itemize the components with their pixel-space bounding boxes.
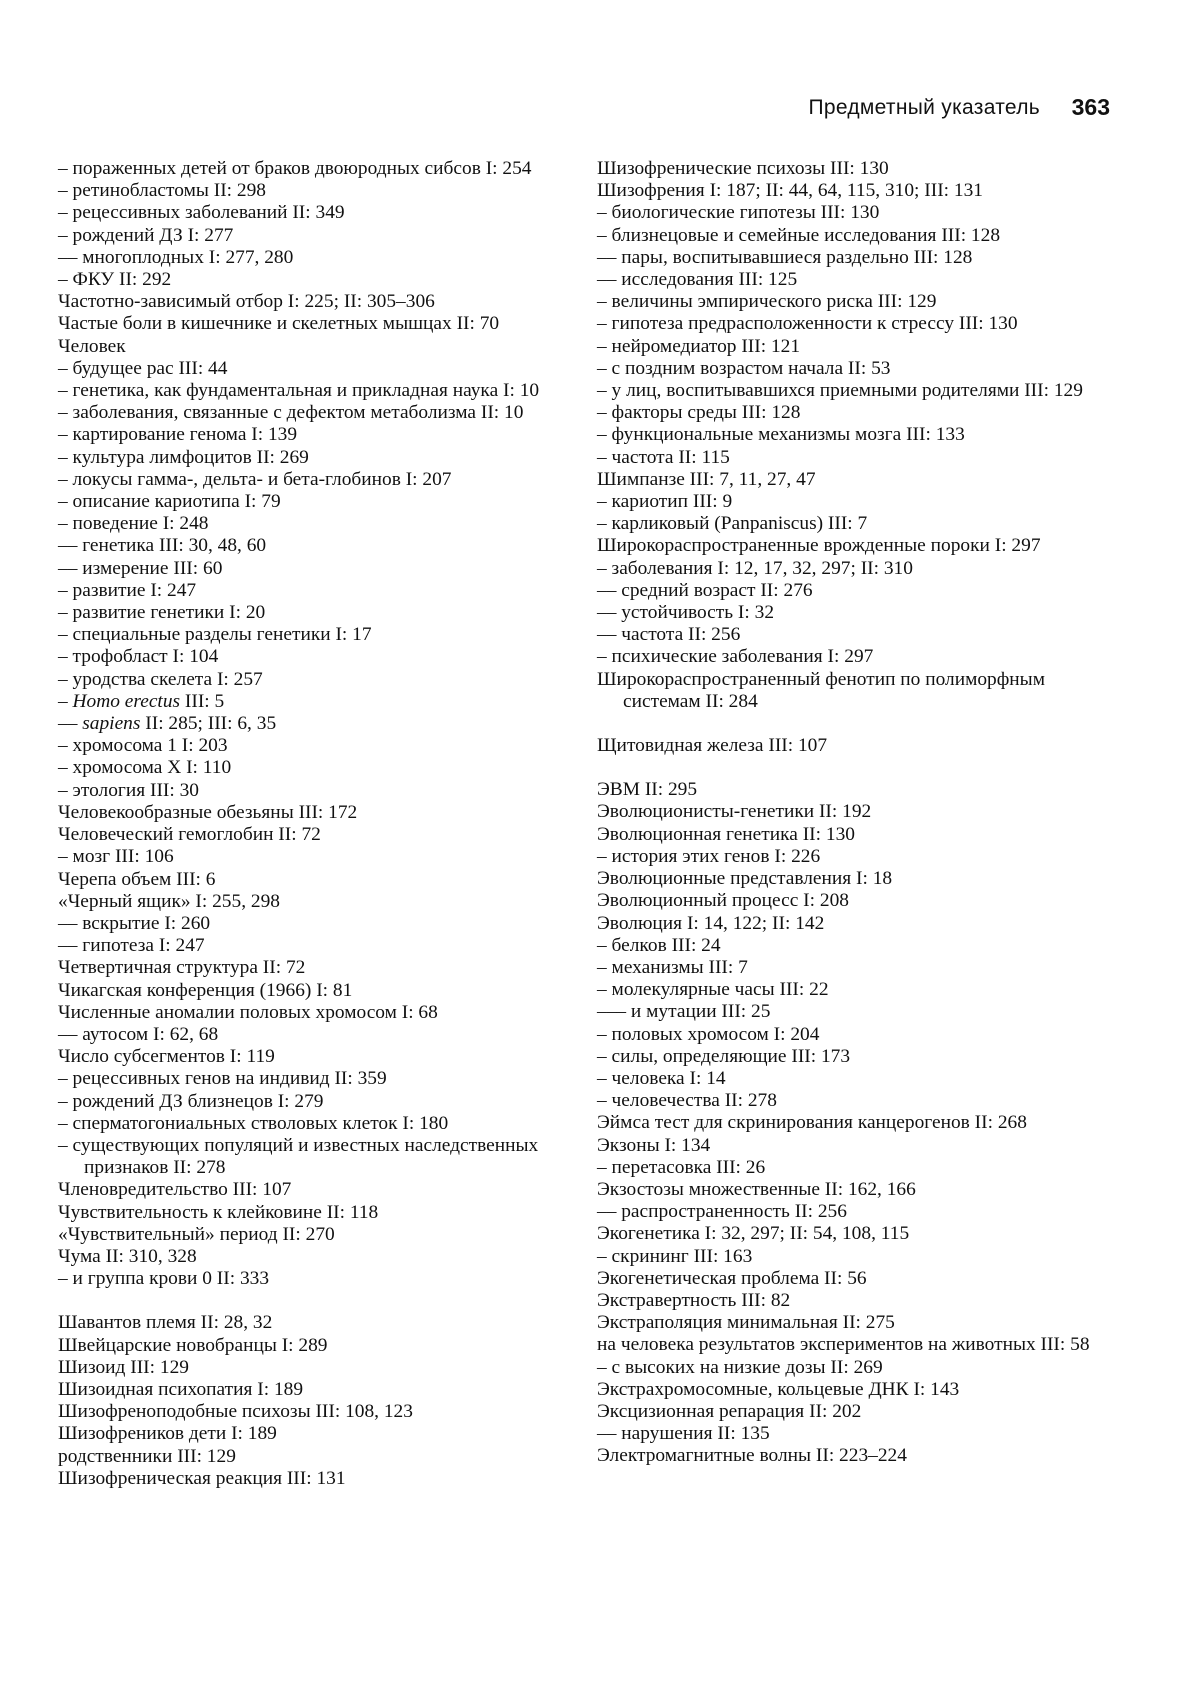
index-entry: – перетасовка III: 26 (597, 1156, 766, 1178)
index-entry: – с поздним возрастом начала II: 53 (597, 357, 891, 379)
page-number: 363 (1071, 94, 1110, 120)
index-entry: – силы, определяющие III: 173 (597, 1045, 851, 1067)
index-entry: родственники III: 129 (58, 1445, 236, 1467)
index-entry: – функциональные механизмы мозга III: 133 (597, 424, 965, 446)
index-entry: – близнецовые и семейные исследования III: 128 (597, 224, 1001, 246)
index-entry: – карликовый (Panpaniscus) III: 7 (597, 513, 868, 535)
index-column-right (597, 158, 1107, 1468)
index-entry: – биологические гипотезы III: 130 (597, 202, 880, 224)
index-entry: Шизофреноподобные психозы III: 108, 123 (58, 1401, 413, 1423)
index-column-left (58, 158, 563, 1490)
index-entry: – уродства скелета I: 257 (58, 668, 263, 690)
index-entry: – трофобласт I: 104 (58, 646, 219, 668)
index-entry: – существующих популяций и известных наследственных признаков II: 278 (58, 1134, 539, 1179)
index-entry: –– пары, воспитывавшиеся раздельно III: 128 (597, 246, 973, 268)
index-entry: Частотно-зависимый отбор I: 225; II: 305–306 (58, 291, 435, 313)
index-entry: Шимпанзе III: 7, 11, 27, 47 (597, 468, 816, 490)
index-entry: – заболевания I: 12, 17, 32, 297; II: 310 (597, 557, 913, 579)
index-entry: Эволюционный процесс I: 208 (597, 890, 849, 912)
index-entry: Чума II: 310, 328 (58, 1245, 197, 1267)
index-entry: – рецессивных заболеваний II: 349 (58, 202, 345, 224)
index-entry: Экстраполяция минимальная II: 275 (597, 1312, 895, 1334)
index-entry: –– генетика III: 30, 48, 60 (58, 535, 267, 557)
index-entry: – скрининг III: 163 (597, 1245, 753, 1267)
index-entry: Широкораспространенные врожденные пороки I: 297 (597, 535, 1041, 557)
index-entry: Шизоид III: 129 (58, 1356, 189, 1378)
index-entry: – величины эмпирического риска III: 129 (597, 291, 937, 313)
index-entry: – сперматогониальных стволовых клеток I: 180 (58, 1112, 449, 1134)
index-entry: – культура лимфоцитов II: 269 (58, 446, 309, 468)
running-head (55, 96, 1110, 126)
index-entry: – кариотип III: 9 (597, 491, 733, 513)
index-entry: Человек (58, 335, 126, 357)
index-entry: Эволюционные представления I: 18 (597, 868, 893, 890)
index-entry: «Черный ящик» I: 255, 298 (58, 890, 280, 912)
index-entry: –– устойчивость I: 32 (597, 602, 775, 624)
index-entry: Число субсегментов I: 119 (58, 1046, 275, 1068)
index-entry: –– sapiens II: 285; III: 6, 35 (58, 713, 277, 735)
index-entry: – будущее рас III: 44 (58, 357, 228, 379)
latin-term: Homo erectus (72, 690, 181, 712)
index-entry: – описание кариотипа I: 79 (58, 491, 281, 513)
index-entry: Экогенетическая проблема II: 56 (597, 1267, 867, 1289)
index-entry: –– многоплодных I: 277, 280 (58, 246, 294, 268)
index-entry: –– частота II: 256 (597, 624, 741, 646)
index-entry: Шавантов племя II: 28, 32 (58, 1312, 273, 1334)
index-entry: – нейромедиатор III: 121 (597, 335, 801, 357)
index-entry: – и группа крови 0 II: 333 (58, 1268, 270, 1290)
index-entry: –– вскрытие I: 260 (58, 912, 211, 934)
index-entry: Эволюционисты-генетики II: 192 (597, 801, 872, 823)
index-entry: Экстрахромосомные, кольцевые ДНК I: 143 (597, 1378, 960, 1400)
index-entry: – мозг III: 106 (58, 846, 174, 868)
latin-term: sapiens (82, 713, 141, 735)
index-entry: Чикагская конференция (1966) I: 81 (58, 979, 353, 1001)
index-entry: Экзоны I: 134 (597, 1134, 711, 1156)
index-entry: – факторы среды III: 128 (597, 402, 801, 424)
index-entry: Членовредительство III: 107 (58, 1179, 292, 1201)
running-head-title: Предметный указатель (808, 96, 1040, 119)
index-entry: Шизофреников дети I: 189 (58, 1423, 277, 1445)
index-entry: ––– и мутации III: 25 (597, 1001, 771, 1023)
index-entry: Эволюционная генетика II: 130 (597, 823, 855, 845)
index-entry: – картирование генома I: 139 (58, 424, 298, 446)
index-entry: Эймса тест для скринирования канцерогенов II: 268 (597, 1112, 1027, 1134)
index-entry: – у лиц, воспитывавшихся приемными родителями III: 129 (597, 380, 1083, 402)
index-entry: Экстравертность III: 82 (597, 1289, 791, 1311)
index-entry: –– аутосом I: 62, 68 (58, 1023, 219, 1045)
index-entry: – Homo erectus III: 5 (58, 690, 225, 712)
index-entry: Человеческий гемоглобин II: 72 (58, 824, 321, 846)
index-entry: «Чувствительный» период II: 270 (58, 1223, 335, 1245)
index-entry: Щитовидная железа III: 107 (597, 735, 828, 757)
index-entry: – развитие генетики I: 20 (58, 602, 266, 624)
index-entry: Экзостозы множественные II: 162, 166 (597, 1178, 916, 1200)
index-entry: – механизмы III: 7 (597, 956, 748, 978)
index-entry: – половых хромосом I: 204 (597, 1023, 820, 1045)
index-entry: – человека I: 14 (597, 1067, 726, 1089)
index-entry: Чувствительность к клейковине II: 118 (58, 1201, 379, 1223)
index-entry: Электромагнитные волны II: 223–224 (597, 1445, 907, 1467)
index-entry: – частота II: 115 (597, 446, 730, 468)
index-entry: Шизоидная психопатия I: 189 (58, 1378, 304, 1400)
index-entry: –– измерение III: 60 (58, 557, 223, 579)
index-entry: – история этих генов I: 226 (597, 845, 821, 867)
index-entry: – хромосома X I: 110 (58, 757, 232, 779)
index-entry: Широкораспространенный фенотип по полиморфным системам II: 284 (597, 668, 1045, 712)
index-entry: – ретинобластомы II: 298 (58, 180, 266, 202)
index-entry: –– гипотеза I: 247 (58, 935, 205, 957)
index-entry: – белков III: 24 (597, 934, 721, 956)
index-entry: – рождений ДЗ I: 277 (58, 224, 234, 246)
index-entry: – хромосома 1 I: 203 (58, 735, 228, 757)
index-entry: –– нарушения II: 135 (597, 1423, 770, 1445)
index-entry: –– исследования III: 125 (597, 269, 798, 291)
index-entry: Эксцизионная репарация II: 202 (597, 1400, 862, 1422)
index-entry: – ФКУ II: 292 (58, 269, 172, 291)
index-entry: – заболевания, связанные с дефектом метаболизма II: 10 (58, 402, 524, 424)
index-entry: Черепа объем III: 6 (58, 868, 216, 890)
index-entry: – генетика, как фундаментальная и прикладная наука I: 10 (58, 380, 540, 402)
index-entry: Частые боли в кишечнике и скелетных мышцах II: 70 (58, 313, 500, 335)
index-entry: – этология III: 30 (58, 779, 199, 801)
index-entry: Численные аномалии половых хромосом I: 68 (58, 1001, 438, 1023)
index-entry: – рецессивных генов на индивид II: 359 (58, 1068, 387, 1090)
index-entry: –– распространенность II: 256 (597, 1201, 847, 1223)
index-entry: Эволюция I: 14, 122; II: 142 (597, 912, 825, 934)
index-entry: Швейцарские новобранцы I: 289 (58, 1334, 328, 1356)
index-entry: Шизофрения I: 187; II: 44, 64, 115, 310; III: 131 (597, 180, 983, 202)
index-entry: – поведение I: 248 (58, 513, 209, 535)
index-entry: Шизофреническая реакция III: 131 (58, 1467, 346, 1489)
index-entry: – пораженных детей от браков двоюродных сибсов I: 254 (58, 158, 532, 179)
index-entry: на человека результатов экспериментов на животных III: 58 (597, 1334, 1090, 1356)
index-entry: – молекулярные часы III: 22 (597, 979, 829, 1001)
index-entry: ЭВМ II: 295 (597, 779, 698, 801)
index-entry: – рождений ДЗ близнецов I: 279 (58, 1090, 324, 1112)
index-entry: – гипотеза предрасположенности к стрессу III: 130 (597, 313, 1018, 335)
index-entry: – человечества II: 278 (597, 1090, 777, 1112)
index-entry: Четвертичная структура II: 72 (58, 957, 306, 979)
index-entry: – локусы гамма-, дельта- и бета-глобинов I: 207 (58, 468, 452, 490)
index-entry: Шизофренические психозы III: 130 (597, 158, 889, 179)
index-entry: – развитие I: 247 (58, 579, 197, 601)
index-entry: – психические заболевания I: 297 (597, 646, 874, 668)
index-entry: – специальные разделы генетики I: 17 (58, 624, 372, 646)
index-entry: Экогенетика I: 32, 297; II: 54, 108, 115 (597, 1223, 910, 1245)
index-entry: –– средний возраст II: 276 (597, 579, 813, 601)
index-entry: – с высоких на низкие дозы II: 269 (597, 1356, 883, 1378)
index-entry: Человекообразные обезьяны III: 172 (58, 801, 358, 823)
